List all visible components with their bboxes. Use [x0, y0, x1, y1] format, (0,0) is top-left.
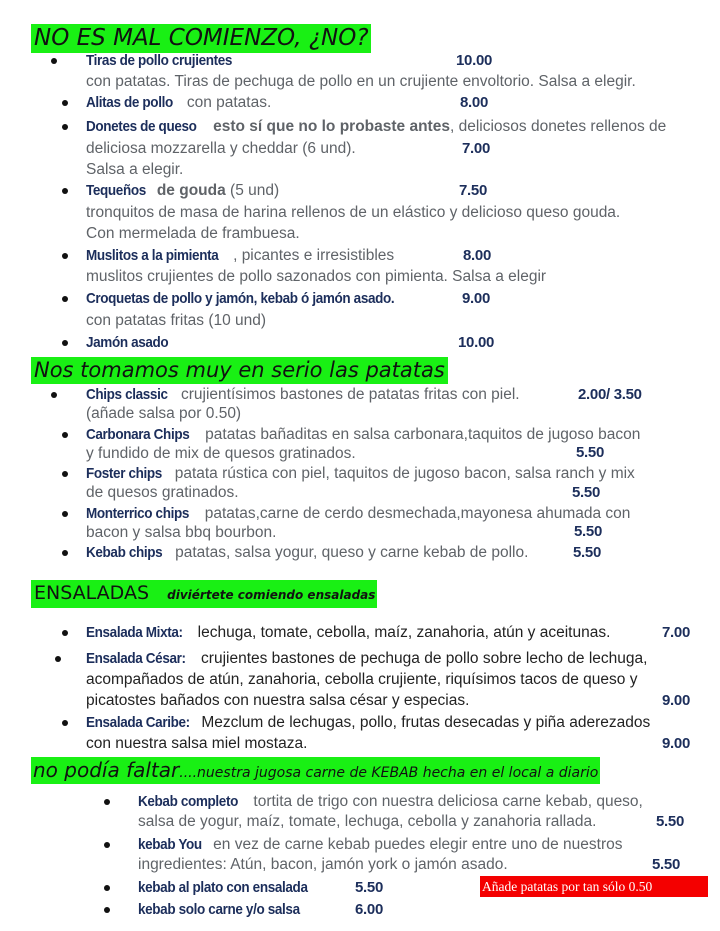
item-price: 10.00 [456, 52, 493, 69]
item-desc: con nuestra salsa miel mostaza. [86, 735, 308, 752]
item-name: Croquetas de pollo y jamón, kebab ó jamón asado. [86, 290, 395, 307]
item-name: Monterrico chips [86, 505, 190, 522]
item-name: Kebab chips [86, 544, 163, 561]
item-name: Chips classic [86, 386, 168, 403]
item-price: 8.00 [463, 247, 491, 264]
item-name: Donetes de queso [86, 118, 197, 135]
item-price: 9.00 [662, 735, 690, 752]
item-price: 8.00 [460, 94, 488, 111]
menu-item-muslitos [86, 246, 394, 266]
menu-item-ensalada-mixta [86, 623, 610, 643]
menu-item-kebab-completo [138, 792, 643, 812]
bullet [62, 720, 68, 726]
item-desc: muslitos crujientes de pollo sazonados con pimienta. Salsa a elegir [86, 268, 547, 285]
bullet [62, 432, 68, 438]
bullet [62, 188, 68, 194]
item-desc: en vez de carne kebab puedes elegir entre uno de nuestros [208, 836, 623, 853]
section-title: no podía faltar [33, 758, 180, 782]
item-price: 5.50 [576, 444, 604, 461]
bullet [62, 511, 68, 517]
item-name: Kebab completo [138, 793, 238, 810]
item-desc: con patatas. [182, 94, 272, 111]
menu-item-kebab-you [138, 835, 623, 855]
item-name: Tequeños [86, 182, 146, 199]
item-name: Alitas de pollo [86, 94, 173, 111]
bullet [62, 550, 68, 556]
item-desc-bold: esto sí que no lo probaste antes [208, 118, 450, 135]
item-price: 5.50 [355, 879, 383, 896]
bullet [62, 296, 68, 302]
section-header-starters: NO ES MAL COMIENZO, ¿NO? [31, 24, 371, 53]
bullet [104, 885, 110, 891]
item-price: 7.00 [462, 140, 490, 157]
item-price: 10.00 [458, 334, 495, 351]
item-desc: , deliciosos donetes rellenos de [449, 118, 667, 135]
item-name: Muslitos a la pimienta [86, 247, 219, 264]
item-desc: y fundido de mix de quesos gratinados. [86, 445, 356, 462]
item-desc: con patatas fritas (10 und) [86, 312, 267, 329]
bullet [62, 340, 68, 346]
item-name: Foster chips [86, 465, 162, 482]
item-price: 2.00/ 3.50 [578, 386, 642, 403]
item-desc: lechuga, tomate, cebolla, maíz, zanahoria, atún y aceitunas. [193, 624, 611, 641]
item-price: 7.50 [459, 182, 487, 199]
bullet [104, 907, 110, 913]
section-title: ENSALADAS [34, 582, 150, 604]
item-desc: acompañados de atún, zanahoria, cebolla crujiente, riquísimos tacos de queso y [86, 671, 638, 688]
item-name: Carbonara Chips [86, 426, 190, 443]
item-name: Ensalada Mixta: [86, 624, 183, 641]
menu-item-alitas [86, 93, 271, 113]
bullet [62, 253, 68, 259]
bullet [104, 799, 110, 805]
item-price: 9.00 [462, 290, 490, 307]
item-price: 5.50 [652, 856, 680, 873]
bullet [62, 630, 68, 636]
item-price: 6.00 [355, 901, 383, 918]
item-name: Ensalada Caribe: [86, 714, 190, 731]
item-desc: Mezclum de lechugas, pollo, frutas desecadas y piña aderezados [201, 714, 651, 731]
menu-item-chips-classic [86, 385, 520, 405]
item-desc: (añade salsa por 0.50) [86, 405, 242, 422]
bullet [55, 656, 61, 662]
item-desc: tortita de trigo con nuestra deliciosa carne kebab, queso, [249, 793, 643, 810]
item-desc: Salsa a elegir. [86, 161, 184, 178]
menu-item-tiras [86, 51, 248, 71]
bullet [51, 392, 57, 398]
item-name: kebab solo carne y/o salsa [138, 901, 300, 918]
item-desc: picatostes bañados con nuestra salsa césar y especias. [86, 692, 470, 709]
item-name: kebab al plato con ensalada [138, 879, 308, 896]
menu-item-kebab-chips [86, 543, 528, 563]
bullet [104, 842, 110, 848]
item-desc: bacon y salsa bbq bourbon. [86, 524, 277, 541]
menu-item-donetes [86, 117, 666, 137]
item-name: Jamón asado [86, 334, 169, 351]
item-desc: patatas, salsa yogur, queso y carne kebab de pollo. [170, 544, 529, 561]
item-price: 5.50 [656, 813, 684, 830]
bullet [62, 100, 68, 106]
item-price: 5.50 [573, 544, 601, 561]
menu-item-jamon [86, 333, 177, 353]
item-desc: ingredientes: Atún, bacon, jamón york o jamón asado. [138, 856, 508, 873]
section-header-kebab [31, 757, 600, 784]
section-header-potatoes: Nos tomamos muy en serio las patatas [31, 357, 448, 384]
item-name: Tiras de pollo crujientes [86, 52, 233, 69]
menu-item-kebab-solo [138, 900, 318, 920]
item-price: 7.00 [662, 624, 690, 641]
item-desc-bold: de gouda [152, 182, 226, 199]
promo-note: Añade patatas por tan sólo 0.50 [480, 876, 708, 897]
menu-item-tequenos [86, 181, 279, 201]
menu-item-ensalada-cesar [86, 649, 647, 669]
menu-item-kebab-plato [138, 878, 326, 898]
item-name: Ensalada César: [86, 650, 186, 667]
item-desc: , picantes e irresistibles [233, 247, 395, 264]
item-desc: patata rústica con piel, taquitos de jugoso bacon, salsa ranch y mix [170, 465, 635, 482]
item-desc: deliciosa mozzarella y cheddar (6 und). [86, 140, 356, 157]
bullet [51, 58, 57, 64]
item-desc: (5 und) [225, 182, 280, 199]
menu-item-foster-chips [86, 464, 635, 484]
item-price: 9.00 [662, 692, 690, 709]
section-header-salads [31, 580, 377, 608]
bullet [62, 124, 68, 130]
item-name: kebab You [138, 836, 202, 853]
menu-item-croquetas [86, 289, 429, 309]
menu-item-ensalada-caribe [86, 713, 650, 733]
section-subtitle: diviértete comiendo ensaladas [167, 588, 376, 602]
item-desc: patatas,carne de cerdo desmechada,mayonesa ahumada con [200, 505, 631, 522]
menu-item-monterrico-chips [86, 504, 630, 524]
item-desc: con patatas. Tiras de pechuga de pollo en un crujiente envoltorio. Salsa a elegir. [86, 73, 636, 90]
item-desc: tronquitos de masa de harina rellenos de un elástico y delicioso queso gouda. [86, 204, 621, 221]
item-desc: de quesos gratinados. [86, 484, 239, 501]
item-desc: crujientísimos bastones de patatas fritas con piel. [176, 386, 520, 403]
item-desc: crujientes bastones de pechuga de pollo sobre lecho de lechuga, [196, 650, 648, 667]
menu-item-carbonara-chips [86, 425, 640, 445]
section-subtitle: ....nuestra jugosa carne de KEBAB hecha en el local a diario [179, 765, 599, 781]
bullet [62, 471, 68, 477]
item-price: 5.50 [574, 523, 602, 540]
item-price: 5.50 [572, 484, 600, 501]
item-desc: patatas bañaditas en salsa carbonara,taquitos de jugoso bacon [200, 426, 641, 443]
item-desc: salsa de yogur, maíz, tomate, lechuga, cebolla y zanahoria rallada. [138, 813, 597, 830]
item-desc: Con mermelada de frambuesa. [86, 225, 300, 242]
